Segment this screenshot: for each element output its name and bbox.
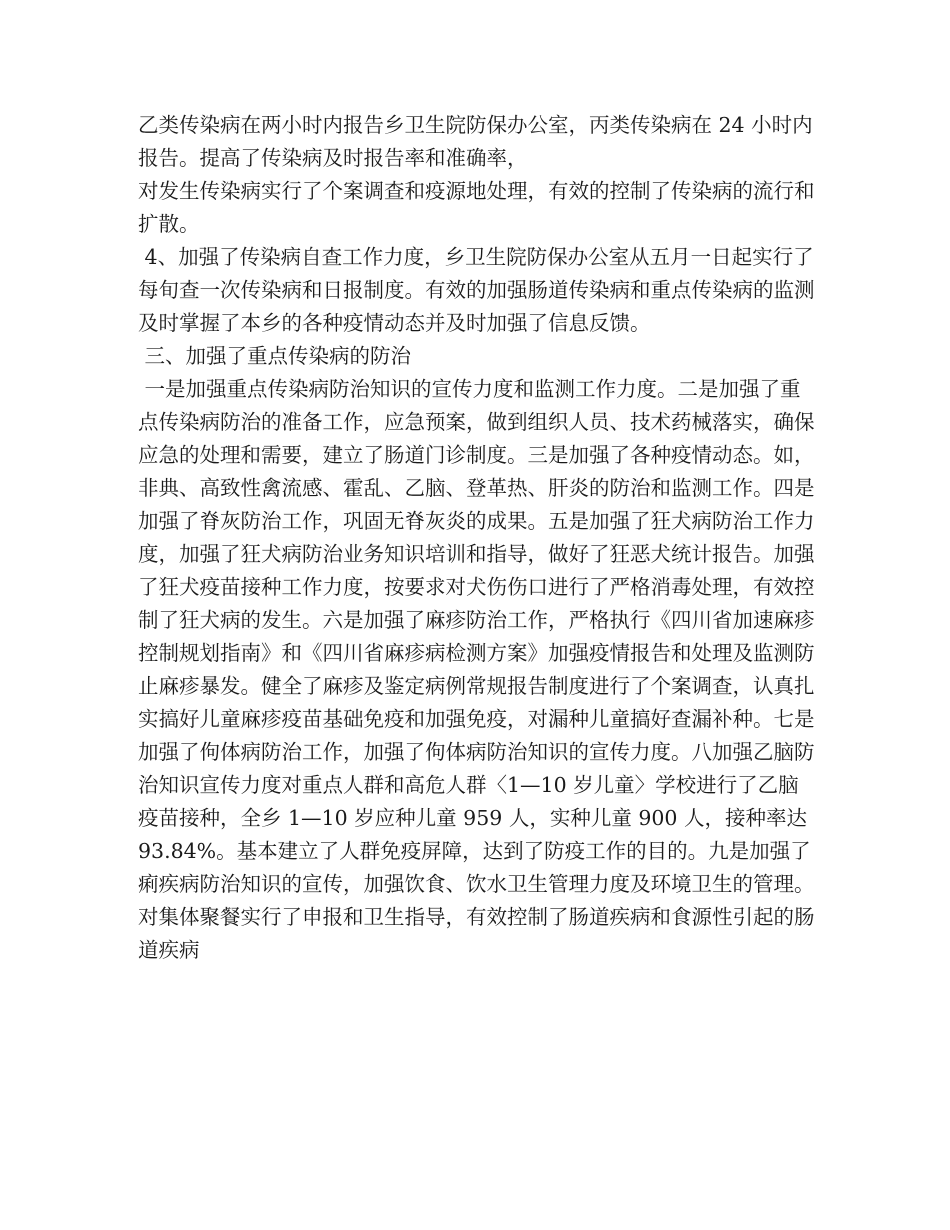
section-heading-key-diseases: 三、加强了重点传染病的防治 [138,344,412,368]
paragraph-self-inspection: 4、加强了传染病自查工作力度，乡卫生院防保办公室从五月一日起实行了每旬查一次传染病和日报制度。有效的加强肠道传染病和重点传染病的监测及时掌握了本乡的各种疫情动态并及时加强了信息反馈。 [138,245,815,335]
paragraph-key-disease-measures: 一是加强重点传染病防治知识的宣传力度和监测工作力度。二是加强了重点传染病防治的准备工作，应急预案，做到组织人员、技术药械落实，确保应急的处理和需要，建立了肠道门诊制度。三是加强了各种疫情动态。如，非典、高致性禽流感、霍乱、乙脑、登革热、肝炎的防治和监测工作。四是加强了脊灰防治工作，巩固无脊灰炎的成果。五是加强了狂犬病防治工作力度，加强了狂犬病防治业务知识培训和指导，做好了狂恶犬统计报告。加强了狂犬疫苗接种工作力度，按要求对犬伤伤口进行了严格消毒处理，有效控制了狂犬病的发生。六是加强了麻疹防治工作，严格执行《四川省加速麻疹控制规划指南》和《四川省麻疹病检测方案》加强疫情报告和处理及监测防止麻疹暴发。健全了麻疹及鉴定病例常规报告制度进行了个案调查，认真扎实搞好儿童麻疹疫苗基础免疫和加强免疫，对漏种儿童搞好查漏补种。七是加强了佝体病防治工作，加强了佝体病防治知识的宣传力度。八加强乙脑防治知识宣传力度对重点人群和高危人群〈1—10 岁儿童〉学校进行了乙脑疫苗接种，全乡 1—10 岁应种儿童 959 人，实种儿童 900 人，接种率达 93.84%。基本建立了人群免疫屏障，达到了防疫工作的目的。九是加强了痢疾病防治知识的宣传，加强饮食、饮水卫生管理力度及环境卫生的管理。对集体聚餐实行了申报和卫生指导，有效控制了肠道疾病和食源性引起的肠道疾病 [138,377,815,962]
document-body [138,109,818,967]
paragraph-report-timing: 乙类传染病在两小时内报告乡卫生院防保办公室，丙类传染病在 24 小时内报告。提高了传染病及时报告率和准确率， [138,113,813,170]
paragraph-case-investigation: 对发生传染病实行了个案调查和疫源地处理，有效的控制了传染病的流行和扩散。 [138,179,815,236]
